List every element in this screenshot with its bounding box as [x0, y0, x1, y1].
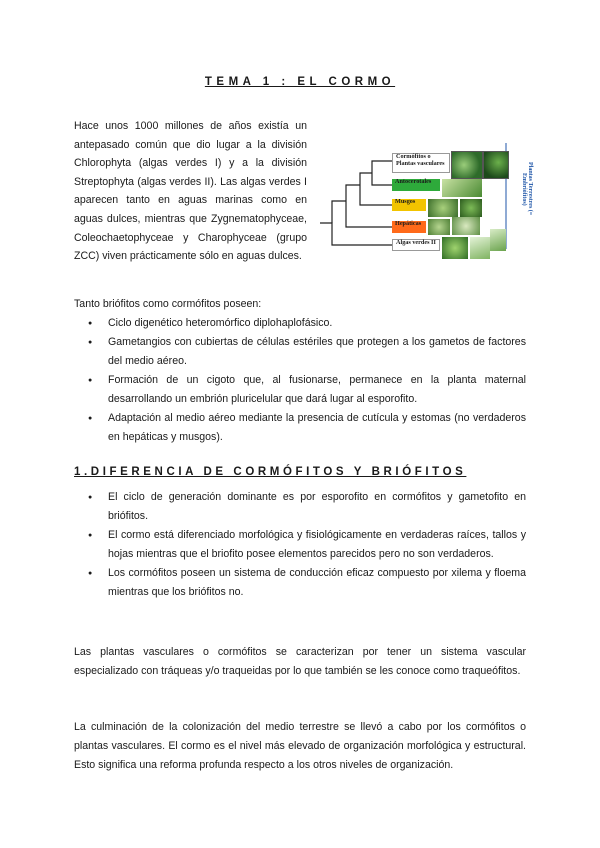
branch-musgos [360, 185, 392, 205]
photo-liverwort [428, 219, 450, 235]
terrestrial-plants-label: Plantas Terrestres (= Embriófitos) [521, 162, 533, 216]
shared-bullet-list [74, 314, 526, 447]
culmination-paragraph: La culminación de la colonización del medio terrestre se llevó a cabo por los cormófitos o plantas vasculares. El cormo es el nivel más elevado de organización morfológica y estructural. Esto significa una reforma profunda respecto a los otros niveles de organización. [74, 721, 526, 771]
vascular-paragraph: Las plantas vasculares o cormófitos se caracterizan por tener un sistema vascular especializado con tráqueas y/o traqueidas por lo que también se les conoce como traqueófitos. [74, 646, 526, 677]
label-cormofitos: Cormófitos o Plantas vasculares [392, 153, 450, 173]
label-algas-verdes: Algas verdes II [392, 239, 440, 251]
branch-node3 [360, 173, 372, 185]
shared-intro: Tanto briófitos como cormófitos poseen: [74, 298, 262, 310]
photo-green-algae-3 [490, 229, 506, 251]
branch-root [332, 201, 346, 223]
list-item: ● Gametangios con cubiertas de células estériles que protegen a los gametos de factores del medio aéreo. [74, 333, 526, 371]
difference-bullet-list [74, 488, 526, 602]
photo-green-algae-2 [470, 237, 490, 259]
label-hepaticas: Hepáticas [392, 221, 426, 233]
list-item: ● Los cormófitos poseen un sistema de conducción eficaz compuesto por xilema y floema mientras que los briófitos no. [74, 564, 526, 602]
list-item: ● El cormo está diferenciado morfológica y fisiológicamente en verdaderas raíces, tallos y hojas mientras que el briofito posee elementos parecidos pero no son verdaderos. [74, 526, 526, 564]
list-item: ● El ciclo de generación dominante es por esporofito en cormófitos y gametofito en briófitos. [74, 488, 526, 526]
photo-moss [483, 151, 509, 179]
photo-moss-small [428, 199, 458, 217]
list-item: ● Ciclo digenético heteromórfico diplohaplofásico. [74, 314, 526, 333]
photo-fern [451, 151, 483, 179]
photo-moss-2 [460, 199, 482, 217]
branch-algas [320, 223, 392, 245]
photo-green-algae [442, 237, 468, 259]
branch-antocerotales [372, 173, 392, 185]
label-antocerotales: Antocerotales [392, 179, 440, 191]
intro-paragraph: Hace unos 1000 millones de años existía un antepasado común que dio lugar a la división Chlorophyta (algas verdes I) y a la división Streptophyta (algas verdes II). Las algas verdes I aparecen tanto en aguas marinas como en aguas dulces, mientras que Zygnematophyceae, Coleochaetophyceae y Charophyceae (grupo ZCC) viven prácticamente sólo en aguas dulces. [74, 120, 307, 263]
list-item: ● Formación de un cigoto que, al fusionarse, permanece en la planta maternal desarrollando un embrión pluricelular que dará lugar al esporofito. [74, 371, 526, 409]
phylogeny-diagram [320, 137, 533, 262]
page-title: TEMA 1 : EL CORMO [204, 76, 396, 88]
culmination-paragraph-block [74, 718, 526, 775]
branch-node2 [346, 185, 360, 201]
photo-hornwort [442, 179, 482, 197]
branch-cormofitos [372, 161, 392, 173]
differences-section [74, 488, 526, 602]
list-item: ● Adaptación al medio aéreo mediante la presencia de cutícula y estomas (no verdaderos en hepáticas y musgos). [74, 409, 526, 447]
shared-characteristics [74, 295, 526, 447]
section-heading: 1.DIFERENCIA DE CORMÓFITOS Y BRIÓFITOS [74, 466, 467, 478]
label-musgos: Musgos [392, 199, 426, 211]
vascular-paragraph-block [74, 643, 526, 681]
photo-liverwort-2 [452, 217, 480, 235]
